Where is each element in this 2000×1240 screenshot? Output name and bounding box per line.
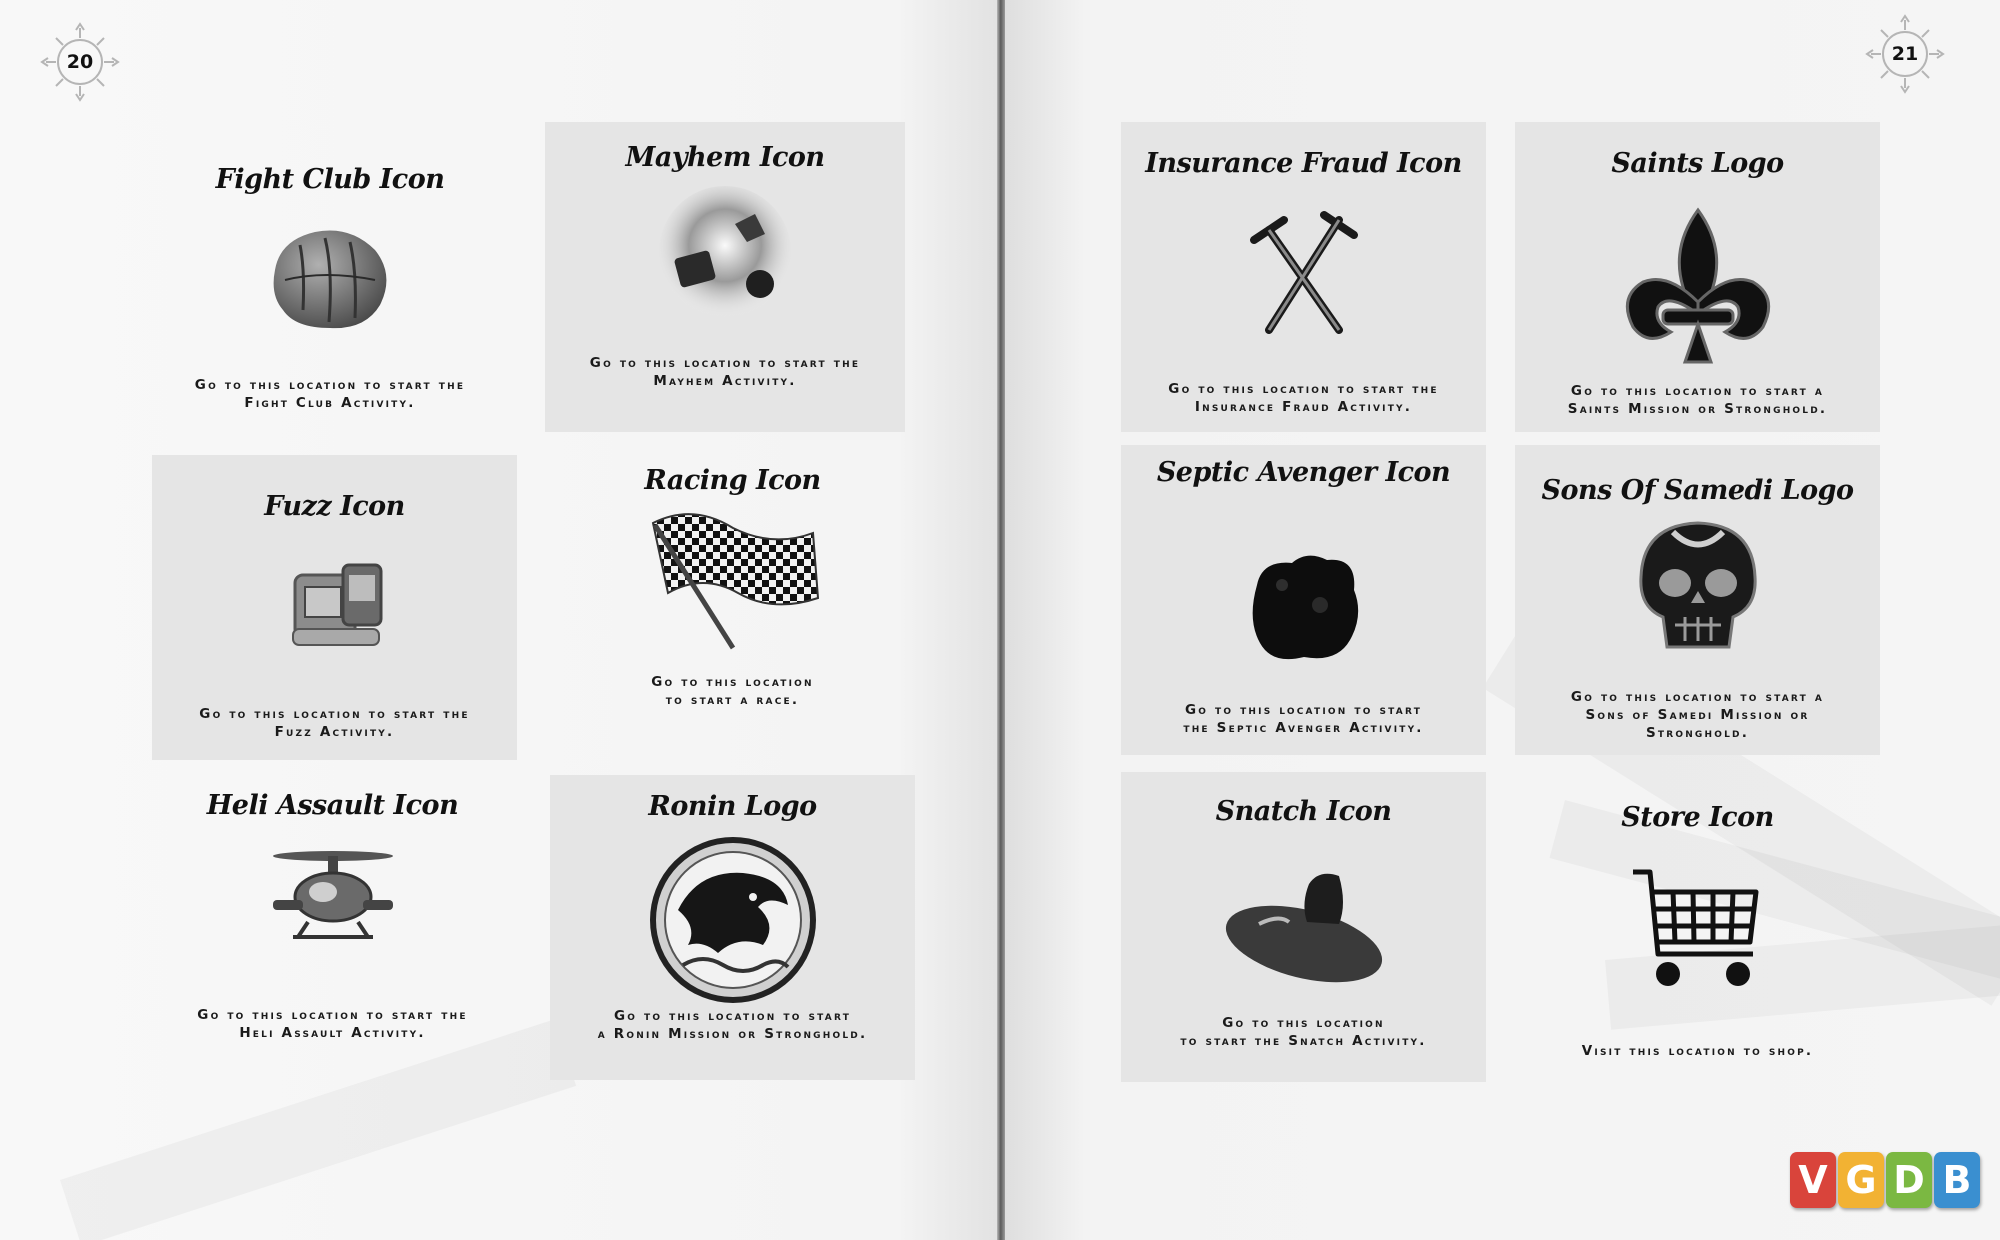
card-title: Fight Club Icon (215, 164, 445, 195)
watermark-letter: B (1934, 1152, 1980, 1208)
card-title: Racing Icon (644, 465, 821, 496)
card-title: Heli Assault Icon (206, 790, 459, 821)
card-title: Ronin Logo (648, 791, 817, 822)
shopping-cart-icon (1628, 864, 1768, 998)
card-description: Go to this location to start a Ronin Mission or Stronghold. (597, 1008, 868, 1042)
card-heli-assault (150, 770, 515, 1050)
card-title: Snatch Icon (1215, 796, 1392, 827)
card-snatch (1121, 772, 1486, 1082)
card-description: Go to this location to start the Snatch Activity. (1180, 1015, 1427, 1049)
card-description: Go to this location to start a Saints Mission or Stronghold. (1567, 383, 1828, 417)
fist-icon (255, 210, 405, 354)
card-description: Go to this location to start a Sons of Samedi Mission or Stronghold. (1570, 689, 1825, 741)
page-number-badge-right (1865, 14, 1945, 94)
card-mayhem (545, 122, 905, 432)
card-description: Go to this location to start the Mayhem Activity. (589, 355, 861, 389)
background-stripe (60, 1019, 576, 1240)
explosion-icon (655, 184, 795, 328)
card-fight-club (150, 150, 510, 430)
card-description: Go to this location to start the Fight Club Activity. (194, 377, 466, 411)
fleur-de-lis-icon (1613, 202, 1783, 376)
card-title: Insurance Fraud Icon (1145, 148, 1462, 179)
card-description: Go to this location to start the Fuzz Activity. (199, 706, 470, 740)
card-title: Saints Logo (1611, 148, 1784, 179)
card-septic-avenger (1121, 445, 1486, 755)
watermark-letter: D (1886, 1152, 1932, 1208)
card-ronin (550, 775, 915, 1080)
watermark-letter: V (1790, 1152, 1836, 1208)
card-title: Mayhem Icon (625, 142, 825, 173)
card-insurance-fraud (1121, 122, 1486, 432)
page-number-badge-left (40, 22, 120, 102)
page-number: 21 (1891, 43, 1919, 65)
dragon-logo-icon (648, 835, 818, 1009)
helicopter-icon (268, 842, 398, 956)
right-page (1005, 0, 2000, 1240)
card-title: Sons Of Samedi Logo (1541, 475, 1854, 506)
card-description: Go to this location to start a race. (651, 674, 814, 708)
hat-icon (1219, 864, 1389, 998)
card-saints (1515, 122, 1880, 432)
card-store (1515, 772, 1880, 1082)
card-title: Store Icon (1621, 802, 1774, 833)
page-number: 20 (66, 51, 94, 73)
left-page (0, 0, 997, 1240)
card-title: Fuzz Icon (264, 491, 405, 522)
vgdb-watermark-logo (1790, 1152, 1980, 1208)
crutches-icon (1244, 210, 1364, 344)
book-spine (997, 0, 1005, 1240)
card-description: Go to this location to start the Septic Avenger Activity. (1183, 702, 1424, 736)
card-title: Septic Avenger Icon (1156, 457, 1451, 488)
checkered-flag-icon (643, 503, 823, 657)
card-description: Go to this location to start the Insurance Fraud Activity. (1168, 381, 1439, 415)
skull-logo-icon (1633, 517, 1763, 661)
card-sons-of-samedi (1515, 445, 1880, 755)
card-description: Visit this location to shop. (1581, 1043, 1814, 1059)
card-racing (550, 455, 915, 725)
sludge-icon (1242, 545, 1367, 674)
card-fuzz (152, 455, 517, 760)
watermark-letter: G (1838, 1152, 1884, 1208)
card-description: Go to this location to start the Heli Assault Activity. (197, 1007, 468, 1041)
camera-icon (275, 545, 395, 669)
